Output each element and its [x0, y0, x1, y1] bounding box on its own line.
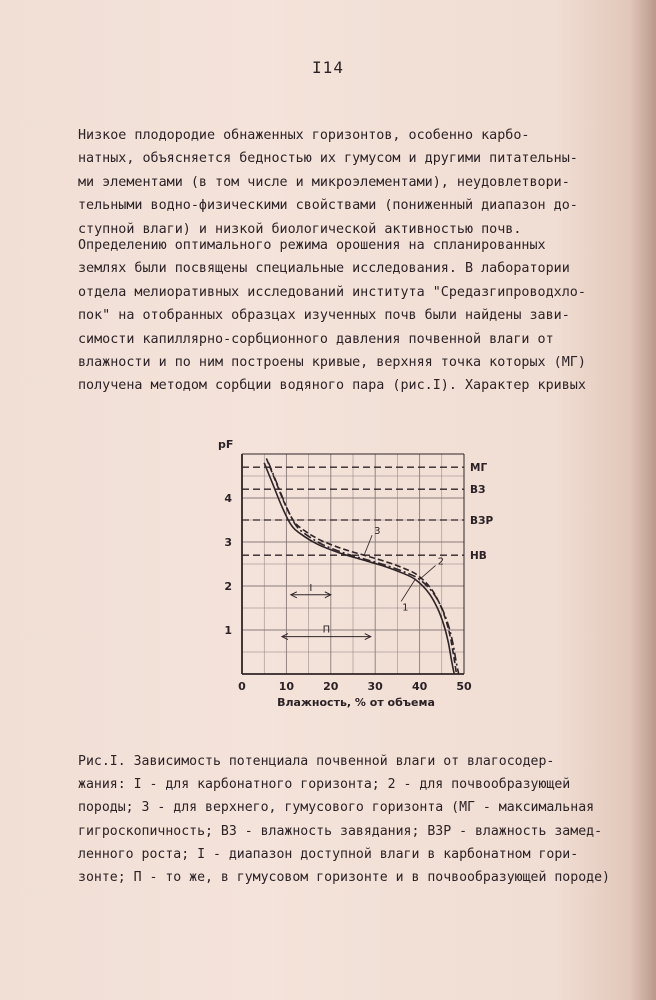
- text-line: землях были посвящены специальные исследования. В лаборатории: [78, 261, 570, 277]
- x-tick-label: 40: [411, 680, 428, 693]
- series-1-line: [264, 463, 454, 674]
- text-line: отдела мелиоративных исследований института "Средазгипроводхло-: [78, 284, 586, 300]
- y-axis-label: pF: [218, 438, 234, 451]
- caption-line: жания: I - для карбонатного горизонта; 2 - для почвообразующей: [78, 777, 571, 793]
- reference-label: МГ: [470, 462, 488, 475]
- x-tick-label: 0: [238, 680, 246, 693]
- text-line: влажности и по ним построены кривые, верхняя точка которых (МГ): [78, 355, 586, 371]
- range-label: I: [309, 582, 313, 594]
- range-markers: [282, 583, 371, 640]
- chart-axes: [224, 454, 472, 693]
- reference-label: ВЗР: [470, 515, 494, 527]
- x-tick-label: 50: [456, 680, 472, 693]
- text-line: пок" на отобранных образцах изученных почв были найдены зави-: [78, 308, 570, 324]
- y-tick-label: 2: [224, 580, 232, 593]
- text-line: Определению оптимального режима орошения на спланированных: [78, 238, 546, 253]
- series-3-leader: [364, 535, 372, 555]
- reference-lines: [242, 462, 493, 562]
- caption-line: зонте; П - то же, в гумусовом горизонте и в почвообразующей породе): [78, 870, 610, 886]
- series-2-leader: [420, 565, 436, 579]
- text-line: Низкое плодородие обнаженных горизонтов, особенно карбо-: [78, 128, 530, 143]
- reference-label: НВ: [470, 550, 487, 563]
- series-lines: [264, 458, 459, 674]
- text-line: ступной влаги) и низкой биологической активностью почв.: [78, 221, 522, 237]
- range-label: П: [322, 624, 331, 636]
- paragraph-2: [78, 234, 656, 398]
- text-line: тельными водно-физическими свойствами (пониженный диапазон до-: [78, 198, 578, 214]
- caption-line: гигроскопичность; ВЗ - влажность завядания; ВЗР - влажность замед-: [78, 823, 603, 839]
- caption-line: ленного роста; I - диапазон доступной влаги в карбонатном гори-: [78, 846, 579, 862]
- page-number: I14: [312, 58, 344, 77]
- series-2-line: [269, 463, 459, 674]
- series-3-line: [266, 458, 456, 674]
- reference-label: ВЗ: [470, 484, 486, 497]
- figure-caption: [78, 750, 656, 889]
- text-line: получена методом сорбции водяного пара (рис.I). Характер кривых: [78, 378, 586, 394]
- caption-line: Рис.I. Зависимость потенциала почвенной влаги от влагосодер-: [78, 754, 555, 769]
- figure-chart: [214, 436, 514, 712]
- x-tick-label: 30: [367, 680, 383, 693]
- text-line: натных, объясняется бедностью их гумусом и другими питательны-: [78, 151, 578, 167]
- y-tick-label: 3: [224, 536, 232, 549]
- caption-line: породы; 3 - для верхнего, гумусового горизонта (МГ - максимальная: [78, 800, 595, 816]
- series-1-label: 1: [402, 602, 409, 614]
- x-tick-label: 10: [278, 680, 295, 693]
- text-line: ми элементами (в том числе и микроэлементами), неудовлетвори-: [78, 174, 570, 190]
- series-2-label: 2: [437, 556, 444, 568]
- chart-grid: [242, 454, 464, 674]
- y-tick-label: 1: [224, 624, 232, 637]
- y-tick-label: 4: [224, 492, 232, 505]
- series-1-leader: [401, 579, 415, 601]
- x-tick-label: 20: [323, 680, 339, 693]
- paragraph-1: [78, 124, 656, 241]
- text-line: симости капиллярно-сорбционного давления почвенной влаги от: [78, 331, 554, 347]
- x-axis-label: Влажность, % от объема: [277, 696, 435, 709]
- series-3-label: 3: [374, 526, 381, 538]
